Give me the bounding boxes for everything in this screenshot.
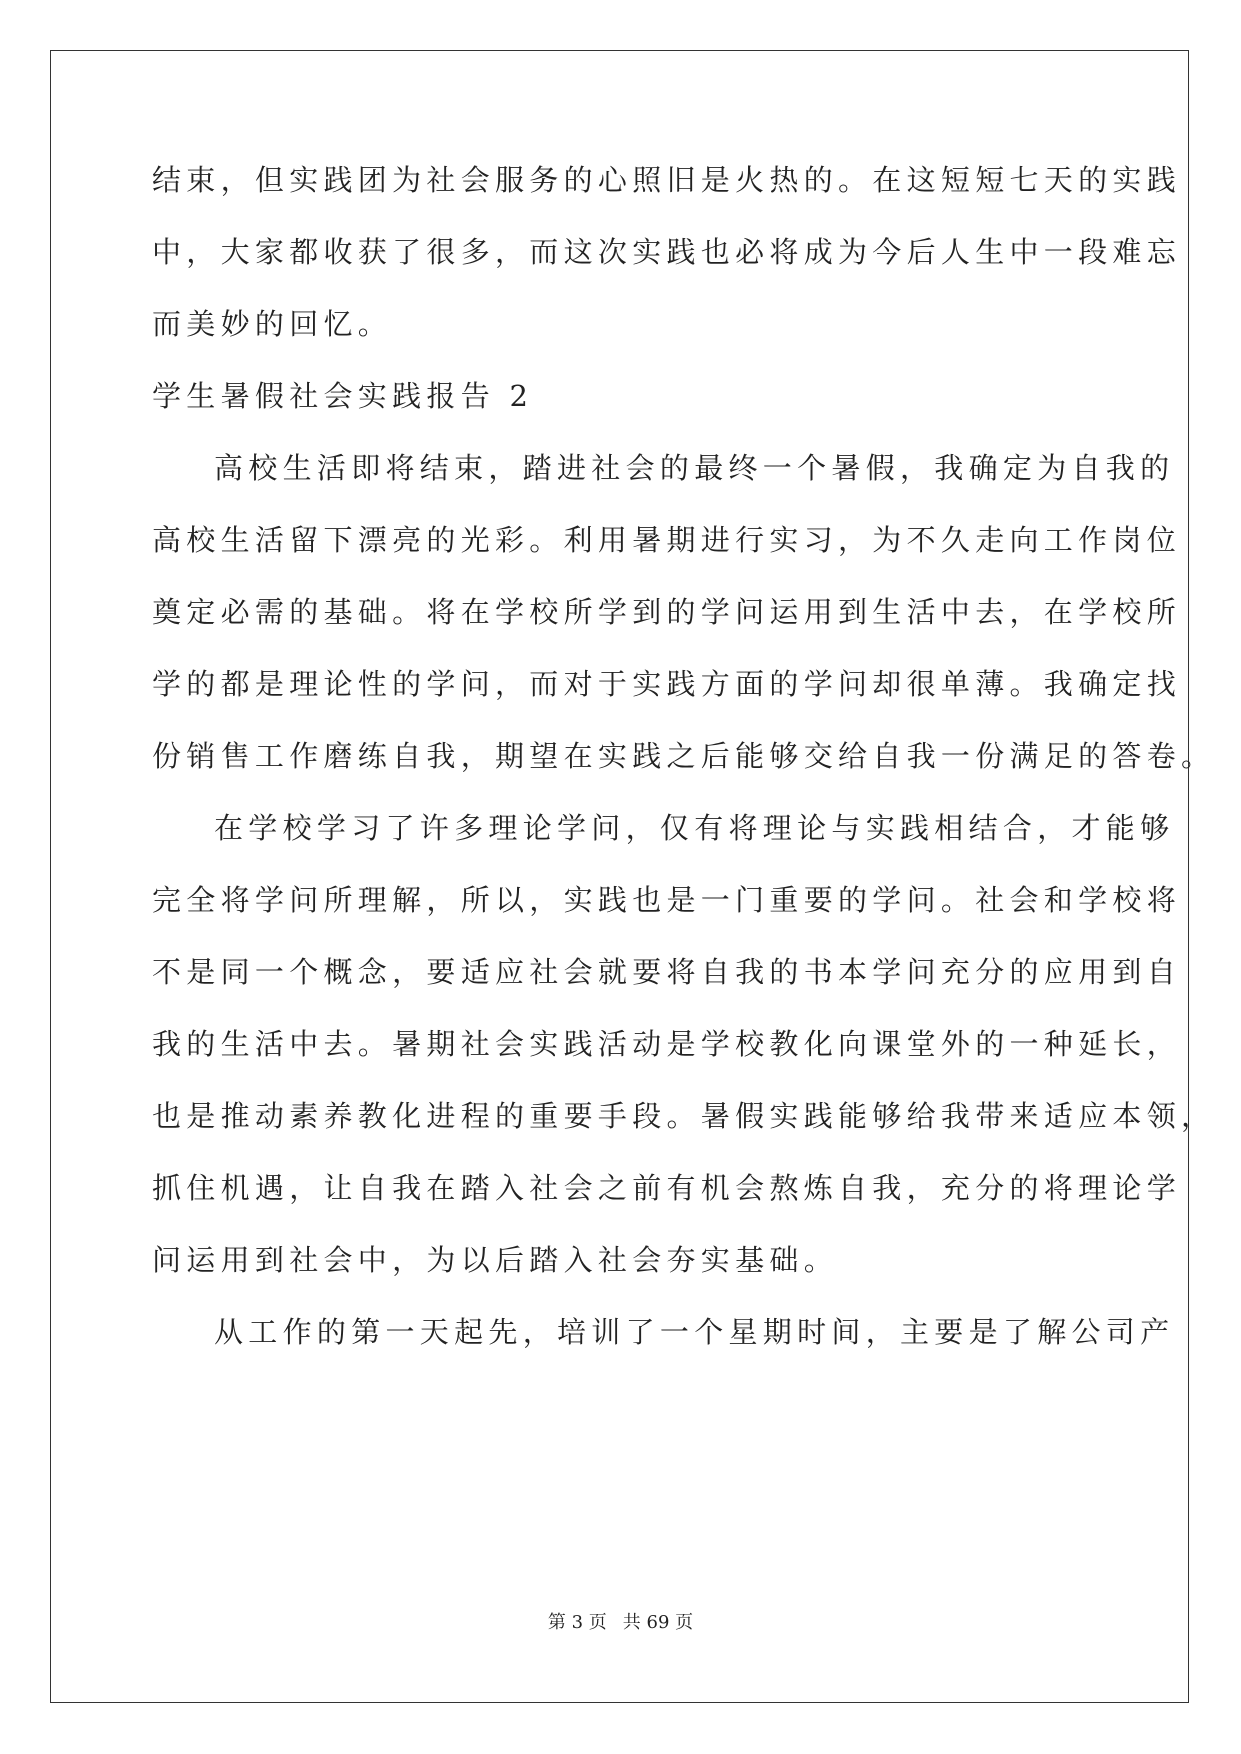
text-line: 完全将学问所理解，所以，实践也是一门重要的学问。社会和学校将 — [152, 883, 1182, 917]
text-line: 我的生活中去。暑期社会实践活动是学校教化向课堂外的一种延长， — [152, 1027, 1182, 1061]
page-footer — [0, 1611, 1241, 1635]
text-line: 从工作的第一天起先，培训了一个星期时间，主要是了解公司产 — [214, 1315, 1175, 1349]
text-line: 而美妙的回忆。 — [152, 307, 393, 341]
text-line: 抓住机遇，让自我在踏入社会之前有机会熬炼自我，充分的将理论学 — [152, 1171, 1182, 1205]
text-line: 结束，但实践团为社会服务的心照旧是火热的。在这短短七天的实践 — [152, 163, 1182, 197]
text-line: 中，大家都收获了很多，而这次实践也必将成为今后人生中一段难忘 — [152, 235, 1182, 269]
text-line: 也是推动素养教化进程的重要手段。暑假实践能够给我带来适应本领， — [152, 1099, 1216, 1133]
text-line: 高校生活即将结束，踏进社会的最终一个暑假，我确定为自我的 — [214, 451, 1175, 485]
text-line: 奠定必需的基础。将在学校所学到的学问运用到生活中去，在学校所 — [152, 595, 1182, 629]
text-line: 份销售工作磨练自我，期望在实践之后能够交给自我一份满足的答卷。 — [152, 739, 1216, 773]
text-line: 高校生活留下漂亮的光彩。利用暑期进行实习，为不久走向工作岗位 — [152, 523, 1182, 557]
text-line: 不是同一个概念，要适应社会就要将自我的书本学问充分的应用到自 — [152, 955, 1182, 989]
text-line: 在学校学习了许多理论学问，仅有将理论与实践相结合，才能够 — [214, 811, 1175, 845]
page-total: 共 69 页 — [622, 1612, 694, 1633]
text-line: 问运用到社会中，为以后踏入社会夯实基础。 — [152, 1243, 839, 1277]
text-line: 学的都是理论性的学问，而对于实践方面的学问却很单薄。我确定找 — [152, 667, 1182, 701]
section-heading: 学生暑假社会实践报告 2 — [152, 379, 534, 413]
page-number: 第 3 页 — [547, 1612, 607, 1633]
page-border — [50, 50, 1189, 1703]
